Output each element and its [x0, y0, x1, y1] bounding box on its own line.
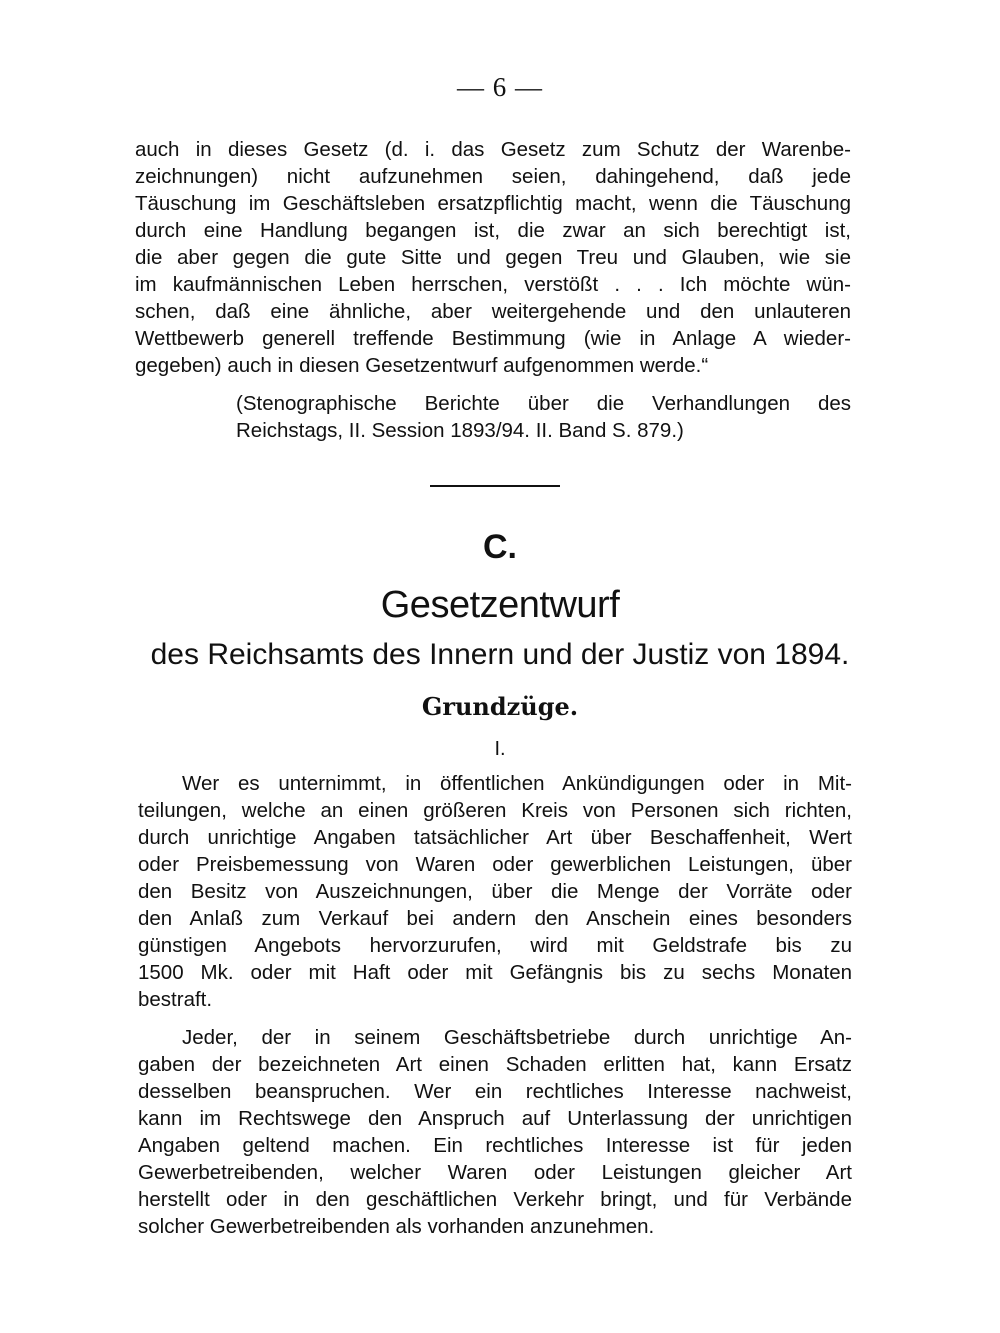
text-line: Jeder, der in seinem Geschäftsbetriebe durch unrichtige An-	[182, 1026, 852, 1049]
text-line: auch in dieses Gesetz (d. i. das Gesetz zum Schutz der Warenbe-	[135, 138, 851, 161]
text-line: teilungen, welche an einen größeren Kreis von Personen sich richten,	[138, 799, 852, 822]
text-line: schen, daß eine ähnliche, aber weitergehende und den unlauteren	[135, 300, 851, 323]
citation	[236, 390, 851, 444]
body-paragraph-1	[138, 770, 852, 1013]
text-line: solcher Gewerbetreibenden als vorhanden anzunehmen.	[138, 1215, 655, 1238]
text-line: gegeben) auch in diesen Gesetzentwurf aufgenommen werde.“	[135, 354, 709, 377]
text-line: den Besitz von Auszeichnungen, über die Menge der Vorräte oder	[138, 880, 852, 903]
section-title: Gesetzentwurf	[380, 584, 620, 626]
text-line: durch unrichtige Angaben tatsächlicher Art über Beschaffenheit, Wert	[138, 826, 852, 849]
text-line: bestraft.	[138, 988, 213, 1011]
text-line: desselben beanspruchen. Wer ein rechtliches Interesse nachweist,	[138, 1080, 852, 1103]
text-line: gaben der bezeichneten Art einen Schaden erlitten hat, kann Ersatz	[138, 1053, 852, 1076]
text-line: kann im Rechtswege den Anspruch auf Unterlassung der unrichtigen	[138, 1107, 852, 1130]
text-line: herstellt oder in den geschäftlichen Verkehr bringt, und für Verbände	[138, 1188, 852, 1211]
body-paragraph-2	[138, 1024, 852, 1240]
text-line: Gewerbetreibenden, welcher Waren oder Leistungen gleicher Art	[138, 1161, 852, 1184]
text-line: den Anlaß zum Verkauf bei andern den Anschein eines besonders	[138, 907, 852, 930]
text-line: die aber gegen die gute Sitte und gegen Treu und Glauben, wie sie	[135, 246, 851, 269]
text-line: Angaben geltend machen. Ein rechtliches Interesse ist für jeden	[138, 1134, 852, 1157]
section-subtitle: des Reichsamts des Innern und der Justiz von 1894.	[150, 638, 850, 671]
text-line: Täuschung im Geschäftsleben ersatzpflichtig macht, wenn die Täuschung	[135, 192, 851, 215]
text-line: günstigen Angebots hervorzurufen, wird mit Geldstrafe bis zu	[138, 934, 852, 957]
text-line: Wer es unternimmt, in öffentlichen Ankündigungen oder in Mit-	[182, 772, 852, 795]
text-line: 1500 Mk. oder mit Haft oder mit Gefängnis bis zu sechs Monaten	[138, 961, 852, 984]
text-line: oder Preisbemessung von Waren oder gewerblichen Leistungen, über	[138, 853, 852, 876]
section-letter: C.	[483, 528, 517, 566]
page-number: — 6 —	[457, 72, 543, 102]
text-line: im kaufmännischen Leben herrschen, verstößt . . . Ich möchte wün-	[135, 273, 851, 296]
paragraph-number: I.	[494, 738, 506, 760]
text-line: zeichnungen) nicht aufzunehmen seien, dahingehend, daß jede	[135, 165, 851, 188]
text-line: Wettbewerb generell treffende Bestimmung (wie in Anlage A wieder-	[135, 327, 851, 350]
section-divider	[430, 485, 560, 487]
text-line: durch eine Handlung begangen ist, die zwar an sich berechtigt ist,	[135, 219, 851, 242]
text-line: Reichstags, II. Session 1893/94. II. Band S. 879.)	[236, 419, 684, 442]
text-line: (Stenographische Berichte über die Verhandlungen des	[236, 392, 851, 415]
section-heading: Grundzüge.	[421, 692, 579, 721]
intro-quote-paragraph	[135, 136, 851, 379]
